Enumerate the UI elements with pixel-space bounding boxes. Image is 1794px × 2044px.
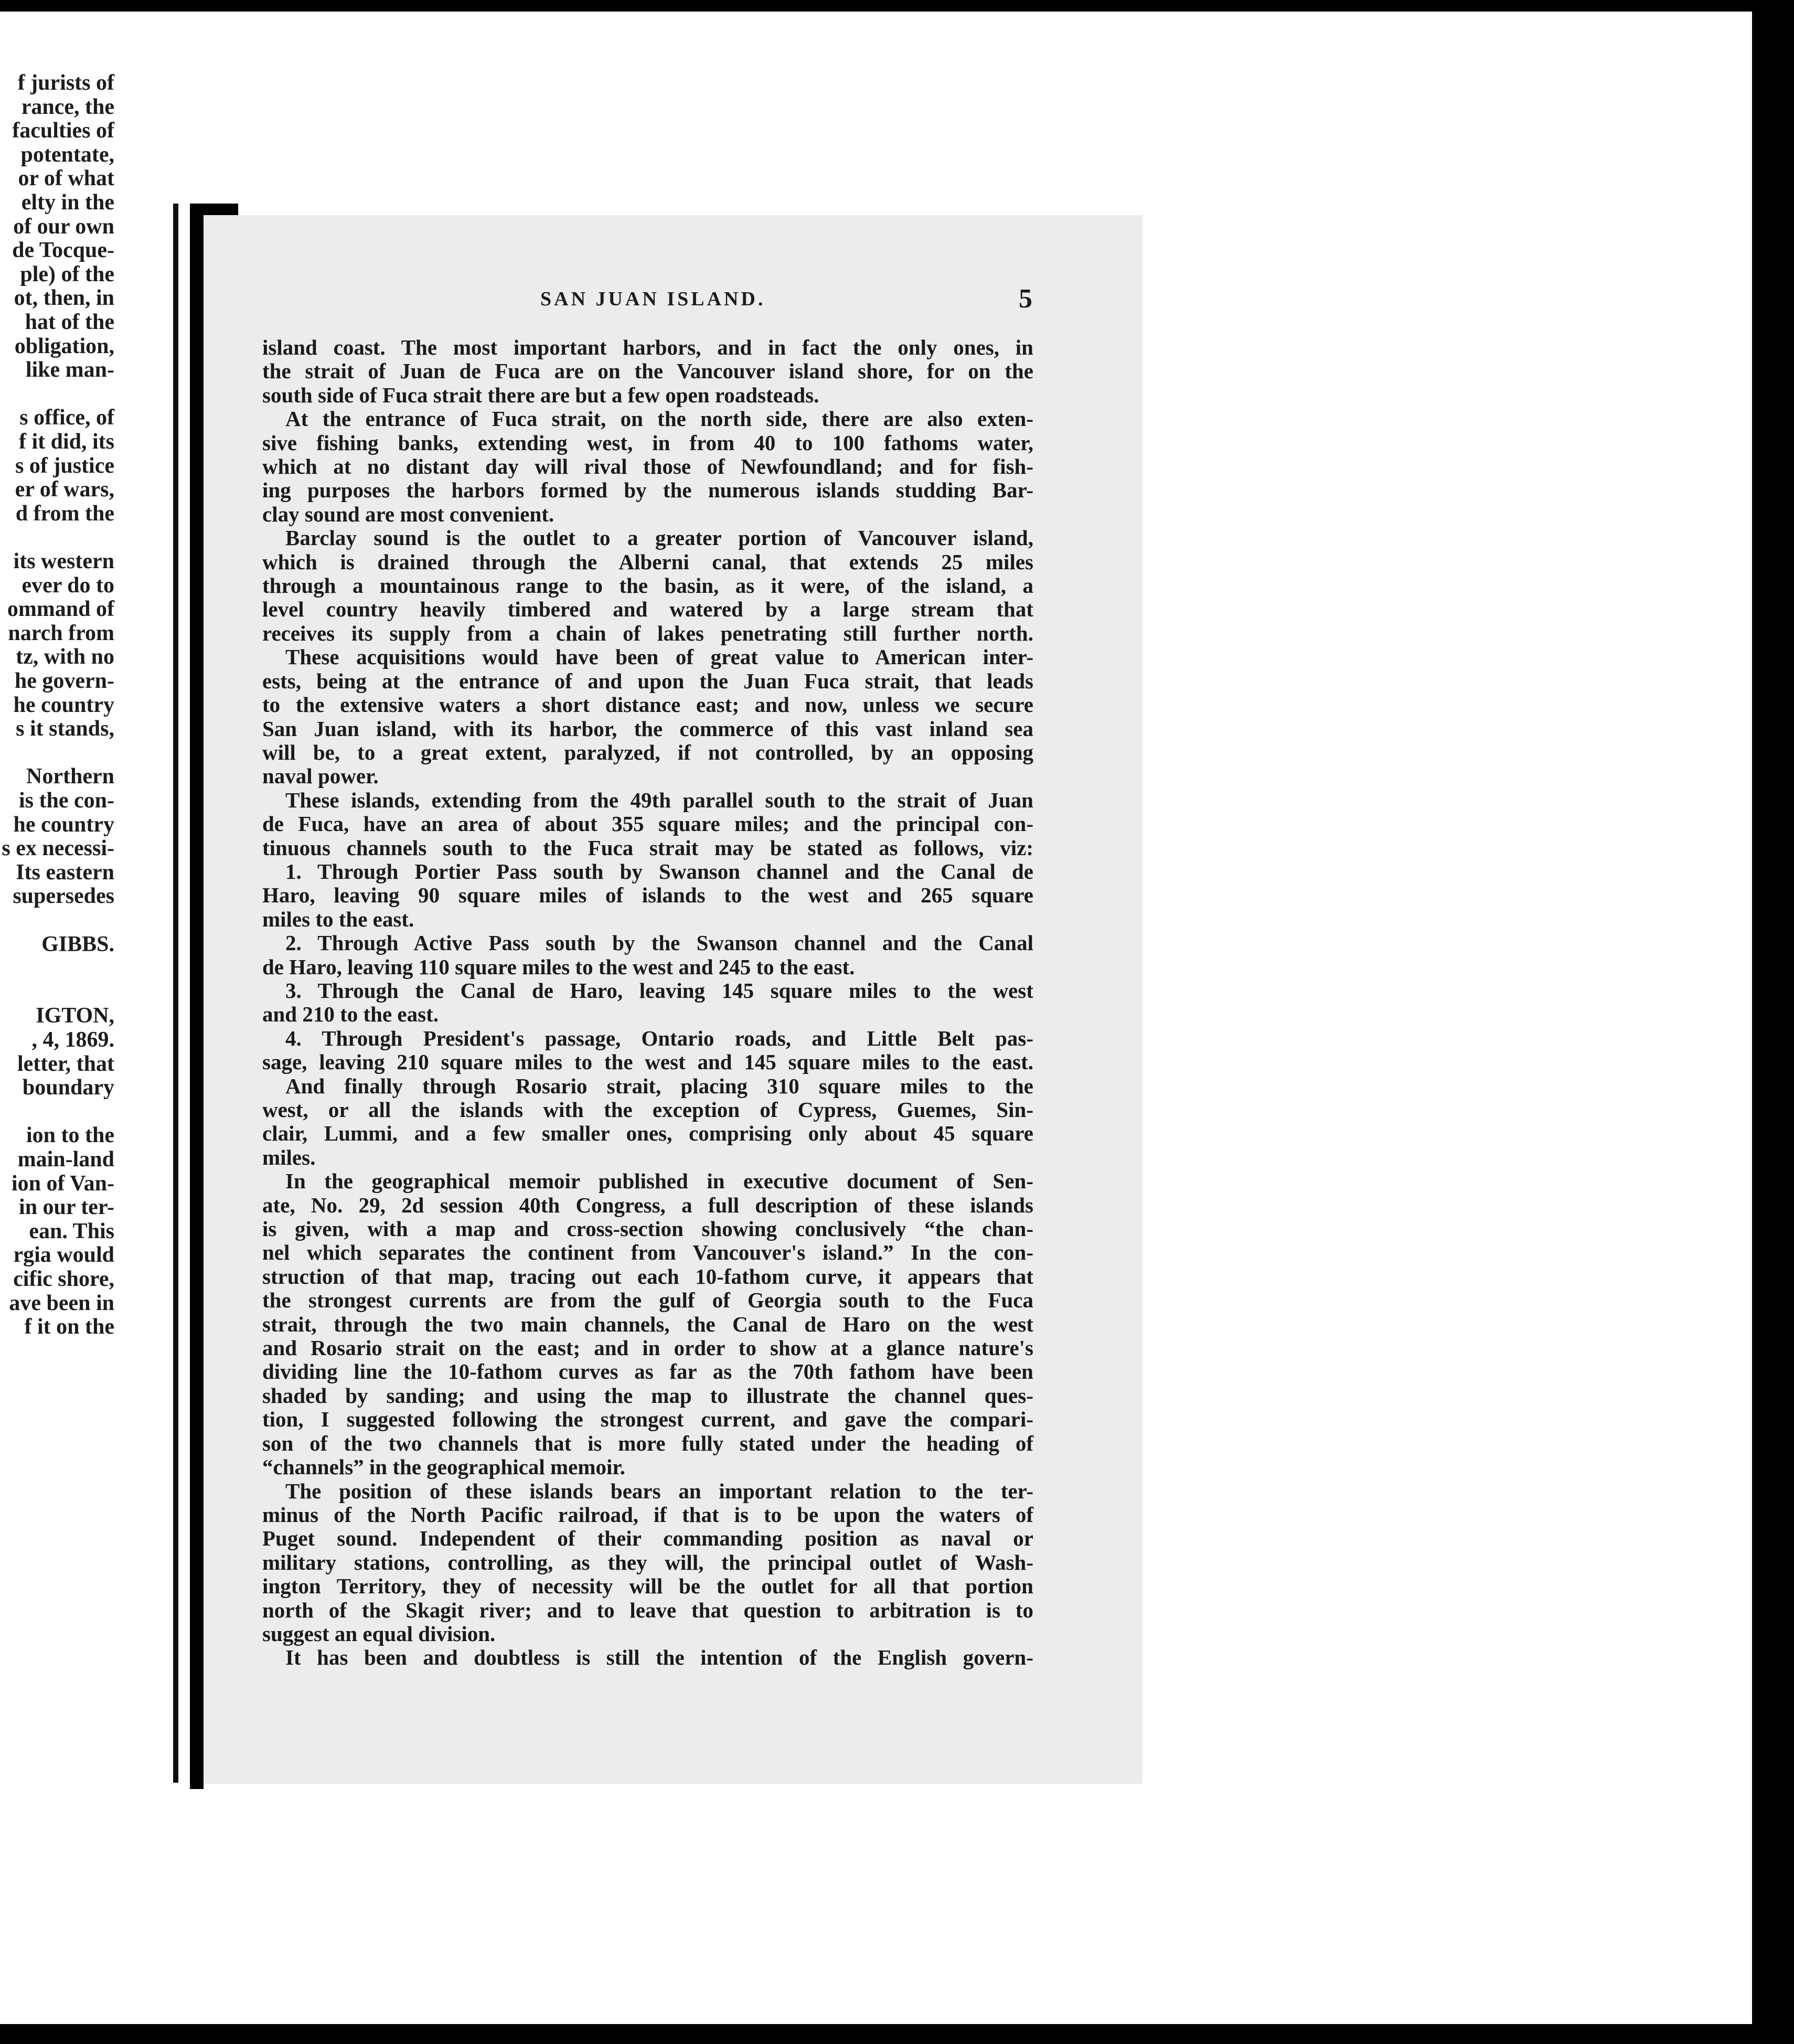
- text-line: Haro, leaving 90 square miles of islands to the west and 265 square: [262, 883, 1033, 908]
- left-page-line: IGTON,: [36, 1004, 114, 1028]
- text-line: which is drained through the Alberni canal, that extends 25 miles: [262, 549, 1033, 574]
- text-line: level country heavily timbered and watered by a large stream that: [262, 597, 1033, 622]
- left-page-line: main-land: [17, 1147, 114, 1172]
- text-line: ests, being at the entrance of and upon the Juan Fuca strait, that leads: [262, 668, 1033, 693]
- text-line: minus of the North Pacific railroad, if that is to be upon the waters of: [262, 1502, 1033, 1527]
- text-line: military stations, controlling, as they will, the principal outlet of Wash-: [262, 1550, 1033, 1574]
- text-line: nel which separates the continent from Vancouver's island.” In the con-: [262, 1240, 1033, 1265]
- text-line: In the geographical memoir published in executive document of Sen-: [285, 1169, 1033, 1194]
- left-page-line: ean. This: [29, 1219, 114, 1243]
- left-page-line: ot, then, in: [14, 286, 114, 311]
- left-page-line: s it stands,: [16, 717, 114, 741]
- book-spine: [190, 204, 204, 1789]
- text-line: tion, I suggested following the strongest current, and gave the compari-: [262, 1407, 1033, 1432]
- left-page-line: or of what: [18, 166, 114, 191]
- text-line: shaded by sanding; and using the map to illustrate the channel ques-: [262, 1383, 1033, 1408]
- text-line: west, or all the islands with the exception of Cypress, Guemes, Sin-: [262, 1098, 1033, 1122]
- text-line: the strongest currents are from the gulf of Georgia south to the Fuca: [262, 1288, 1033, 1313]
- left-page-line: he country: [13, 693, 114, 717]
- left-page-line: he country: [13, 812, 114, 837]
- text-line: 3. Through the Canal de Haro, leaving 145 square miles to the west: [285, 978, 1033, 1003]
- text-line: de Fuca, have an area of about 355 square miles; and the principal con-: [262, 812, 1033, 836]
- text-line: to the extensive waters a short distance east; and now, unless we secure: [262, 693, 1033, 717]
- previous-page-fragment: [0, 71, 177, 1783]
- left-page-line: ion to the: [26, 1123, 114, 1148]
- left-page-line: rance, the: [21, 94, 114, 119]
- text-line: is given, with a map and cross-section showing conclusively “the chan-: [262, 1217, 1033, 1241]
- text-line: ing purposes the harbors formed by the numerous islands studding Bar-: [262, 478, 1033, 503]
- text-line: island coast. The most important harbors, and in fact the only ones, in: [262, 335, 1033, 359]
- text-line: strait, through the two main channels, the Canal de Haro on the west: [262, 1312, 1033, 1336]
- text-line: At the entrance of Fuca strait, on the north side, there are also exten-: [285, 407, 1033, 431]
- left-page-line: ion of Van-: [11, 1171, 114, 1196]
- text-line: son of the two channels that is more fully stated under the heading of: [262, 1431, 1033, 1455]
- text-line: suggest an equal division.: [262, 1621, 496, 1646]
- text-line: clair, Lummi, and a few smaller ones, comprising only about 45 square: [262, 1121, 1033, 1146]
- left-page-line: s ex necessi-: [2, 836, 114, 861]
- left-page-line: cific shore,: [13, 1267, 114, 1291]
- text-line: north of the Skagit river; and to leave that question to arbitration is to: [262, 1598, 1033, 1622]
- text-line: dividing line the 10-fathom curves as far as the 70th fathom have been: [262, 1359, 1033, 1384]
- text-line: miles to the east.: [262, 907, 414, 931]
- left-page-line: is the con-: [19, 789, 114, 813]
- page-body-text: [262, 336, 1033, 1670]
- left-page-line: letter, that: [17, 1051, 114, 1076]
- left-page-line: potentate,: [20, 142, 114, 167]
- text-line: and Rosario strait on the east; and in order to show at a glance nature's: [262, 1336, 1033, 1360]
- text-line: will be, to a great extent, paralyzed, if not controlled, by an opposing: [262, 740, 1033, 764]
- left-page-line: , 4, 1869.: [31, 1028, 114, 1052]
- text-line: clay sound are most convenient.: [262, 502, 554, 526]
- text-line: de Haro, leaving 110 square miles to the west and 245 to the east.: [262, 954, 855, 979]
- left-page-line: f it did, its: [18, 430, 114, 454]
- left-page-line: obligation,: [14, 334, 114, 358]
- left-page-edge: [173, 204, 178, 1783]
- left-page-line: elty in the: [21, 190, 114, 215]
- text-line: sage, leaving 210 square miles to the west and 145 square miles to the east.: [262, 1050, 1033, 1074]
- left-page-line: he govern-: [14, 669, 114, 693]
- text-line: Barclay sound is the outlet to a greater portion of Vancouver island,: [285, 526, 1033, 550]
- left-page-line: s of justice: [15, 453, 114, 478]
- left-page-line: GIBBS.: [41, 932, 114, 956]
- text-line: naval power.: [262, 764, 379, 789]
- text-line: ate, No. 29, 2d session 40th Congress, a full description of these islands: [262, 1193, 1033, 1217]
- left-page-line: boundary: [22, 1076, 114, 1100]
- text-line: south side of Fuca strait there are but a few open roadsteads.: [262, 382, 819, 407]
- text-line: and 210 to the east.: [262, 1002, 439, 1027]
- text-line: The position of these islands bears an important relation to the ter-: [285, 1478, 1033, 1503]
- text-line: through a mountainous range to the basin, as it were, of the island, a: [262, 573, 1033, 598]
- text-line: 4. Through President's passage, Ontario roads, and Little Belt pas-: [285, 1026, 1033, 1050]
- left-page-line: tz, with no: [16, 645, 114, 669]
- left-page-line: narch from: [8, 621, 114, 645]
- left-page-line: like man-: [25, 358, 114, 382]
- text-line: Puget sound. Independent of their commanding position as naval or: [262, 1526, 1033, 1551]
- left-page-line: ple) of the: [20, 262, 114, 286]
- left-page-line: ave been in: [9, 1291, 114, 1315]
- left-page-line: in our ter-: [19, 1195, 114, 1220]
- text-line: tinuous channels south to the Fuca strait may be stated as follows, viz:: [262, 835, 1033, 860]
- text-line: San Juan island, with its harbor, the commerce of this vast inland sea: [262, 716, 1033, 741]
- text-line: receives its supply from a chain of lakes penetrating still further north.: [262, 621, 1033, 645]
- text-line: 1. Through Portier Pass south by Swanson channel and the Canal de: [285, 859, 1033, 883]
- running-title: SAN JUAN ISLAND.: [540, 288, 766, 310]
- text-line: which at no distant day will rival those of Newfoundland; and for fish-: [262, 454, 1033, 479]
- text-line: It has been and doubtless is still the intention of the English govern-: [285, 1645, 1033, 1670]
- text-line: struction of that map, tracing out each 10-fathom curve, it appears that: [262, 1264, 1033, 1289]
- left-page-line: hat of the: [25, 310, 114, 334]
- left-page-line: f jurists of: [17, 71, 114, 95]
- text-line: These acquisitions would have been of great value to American inter-: [285, 645, 1033, 669]
- text-line: These islands, extending from the 49th parallel south to the strait of Juan: [285, 787, 1033, 812]
- left-page-line: d from the: [15, 501, 114, 526]
- text-line: ington Territory, they of necessity will be the outlet for all that portion: [262, 1574, 1033, 1599]
- page-number: 5: [1019, 284, 1032, 314]
- left-page-line: Its eastern: [16, 860, 114, 885]
- left-page-line: its western: [13, 549, 114, 573]
- text-line: sive fishing banks, extending west, in from 40 to 100 fathoms water,: [262, 430, 1033, 455]
- left-page-line: Northern: [26, 764, 114, 789]
- text-line: And finally through Rosario strait, placing 310 square miles to the: [285, 1073, 1033, 1098]
- gutter: [178, 204, 190, 1783]
- text-line: “channels” in the geographical memoir.: [262, 1455, 626, 1479]
- left-page-line: of our own: [13, 214, 114, 239]
- left-page-line: ommand of: [7, 597, 114, 622]
- left-page-line: supersedes: [13, 884, 114, 909]
- left-page-line: faculties of: [12, 119, 114, 143]
- text-line: the strait of Juan de Fuca are on the Vancouver island shore, for on the: [262, 359, 1033, 384]
- left-page-line: rgia would: [13, 1243, 114, 1268]
- left-page-line: f it on the: [24, 1315, 114, 1339]
- left-page-line: s office, of: [19, 406, 114, 430]
- text-line: 2. Through Active Pass south by the Swanson channel and the Canal: [285, 931, 1033, 955]
- left-page-line: de Tocque-: [12, 238, 114, 263]
- left-page-line: er of wars,: [15, 477, 114, 502]
- left-page-line: ever do to: [22, 573, 114, 598]
- text-line: miles.: [262, 1145, 316, 1169]
